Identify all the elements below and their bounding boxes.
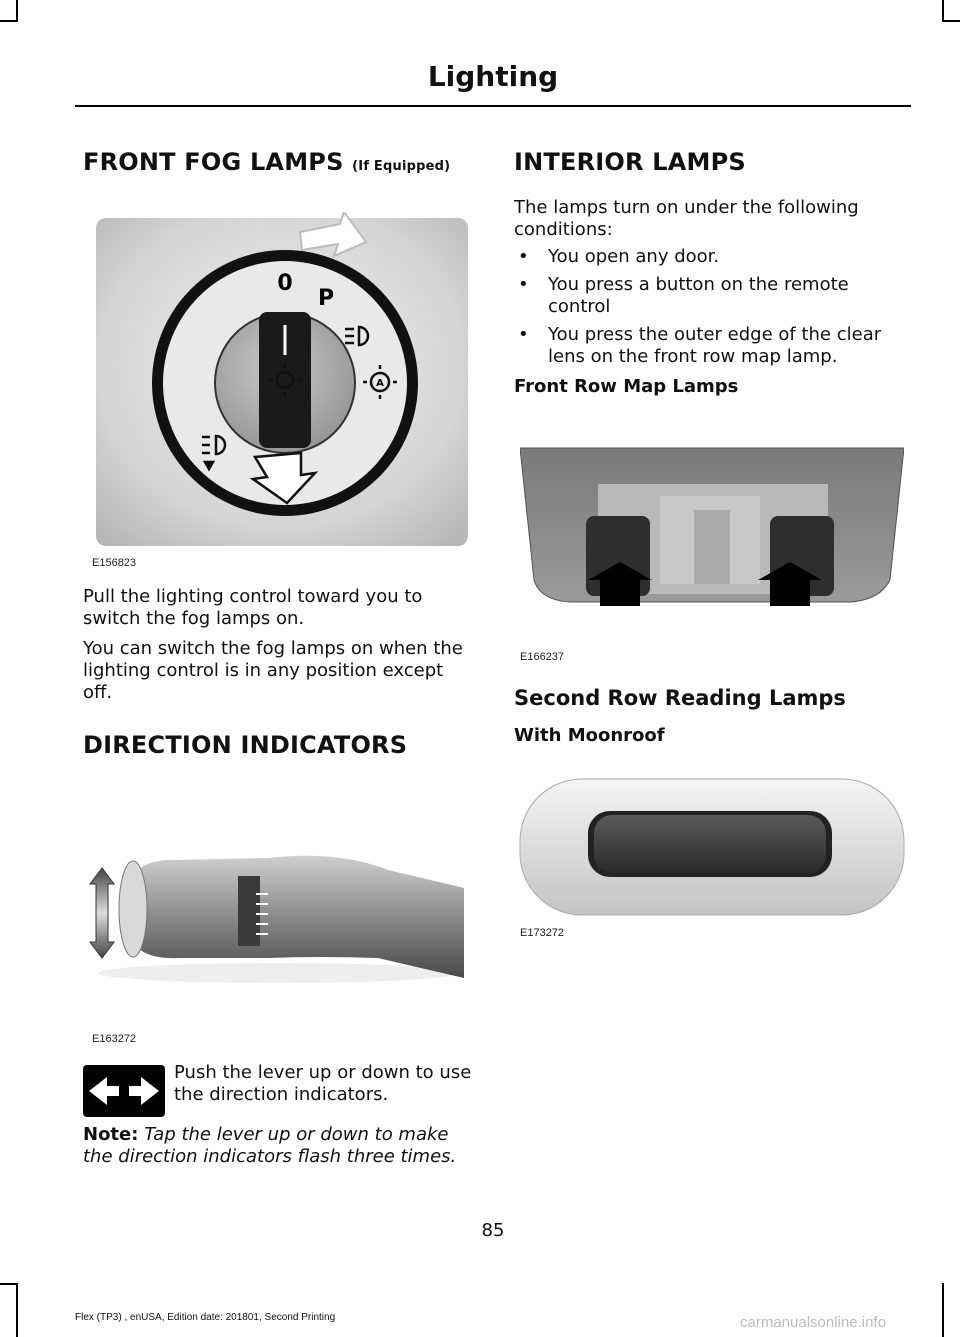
crop-mark-bottom-left-h xyxy=(0,1283,18,1285)
crop-mark-top-right-v xyxy=(942,0,944,22)
direction-note xyxy=(83,1124,475,1168)
edition-footer: Flex (TP3) , enUSA, Edition date: 201801, Second Printing xyxy=(75,1312,336,1323)
lighting-dial-svg xyxy=(92,212,470,557)
map-lamp-illustration xyxy=(520,440,904,620)
interior-conditions-list xyxy=(514,246,899,374)
with-moonroof-heading: With Moonroof xyxy=(514,725,665,746)
fog-paragraph-2: You can switch the fog lamps on when the lighting control is in any position except off. xyxy=(83,638,463,703)
condition-item: • You open any door. xyxy=(514,246,899,268)
condition-item: • You press a button on the remote control xyxy=(514,274,899,318)
reading-lamp-svg xyxy=(518,775,906,920)
page-number: 85 xyxy=(481,1220,505,1241)
lever-svg xyxy=(88,848,464,988)
direction-text: Push the lever up or down to use the direction indicators. xyxy=(174,1062,472,1105)
interior-intro: The lamps turn on under the following conditions: xyxy=(514,197,859,240)
crop-mark-top-left-h xyxy=(0,20,18,22)
direction-figure-code: E163272 xyxy=(92,1033,137,1045)
reading-lamp-illustration xyxy=(518,775,906,920)
crop-mark-bottom-right-v xyxy=(942,1283,944,1337)
note-label: Note: xyxy=(83,1124,139,1145)
reading-lamp-figure-code: E173272 xyxy=(520,927,565,939)
fog-lamps-heading-note: (If Equipped) xyxy=(352,159,451,174)
direction-indicators-heading: DIRECTION INDICATORS xyxy=(83,731,408,759)
watermark: carmanualsonline.info xyxy=(740,1314,886,1331)
fog-paragraph-1: Pull the lighting control toward you to switch the fog lamps on. xyxy=(83,586,423,629)
turn-signal-icon xyxy=(83,1065,165,1117)
crop-mark-top-left-v xyxy=(16,0,18,22)
map-lamp-figure-code: E166237 xyxy=(520,651,565,663)
header-rule xyxy=(75,105,911,107)
dial-label-off: 0 xyxy=(277,271,293,296)
crop-mark-bottom-left-v xyxy=(16,1283,18,1337)
fog-figure-code: E156823 xyxy=(92,557,137,569)
turn-signal-lever-illustration xyxy=(88,848,464,988)
dial-label-parking: P xyxy=(317,286,335,311)
crop-mark-top-right-h xyxy=(942,20,960,22)
page-header-title: Lighting xyxy=(427,60,559,93)
condition-item: • You press the outer edge of the clear lens on the front row map lamp. xyxy=(514,324,899,368)
second-row-reading-lamps-heading: Second Row Reading Lamps xyxy=(514,686,846,710)
interior-lamps-heading: INTERIOR LAMPS xyxy=(514,148,746,176)
front-row-map-lamps-heading: Front Row Map Lamps xyxy=(514,376,739,397)
fog-lamps-heading xyxy=(83,148,450,176)
up-down-arrow-icon xyxy=(90,868,114,958)
fog-lamps-heading-text: FRONT FOG LAMPS xyxy=(83,148,344,176)
note-text: Tap the lever up or down to make the direction indicators flash three times. xyxy=(83,1124,457,1167)
map-lamp-svg xyxy=(520,440,904,620)
dial-label-auto: A xyxy=(376,378,384,389)
lighting-control-illustration xyxy=(92,212,470,557)
turn-signal-arrows-icon xyxy=(83,1065,165,1117)
